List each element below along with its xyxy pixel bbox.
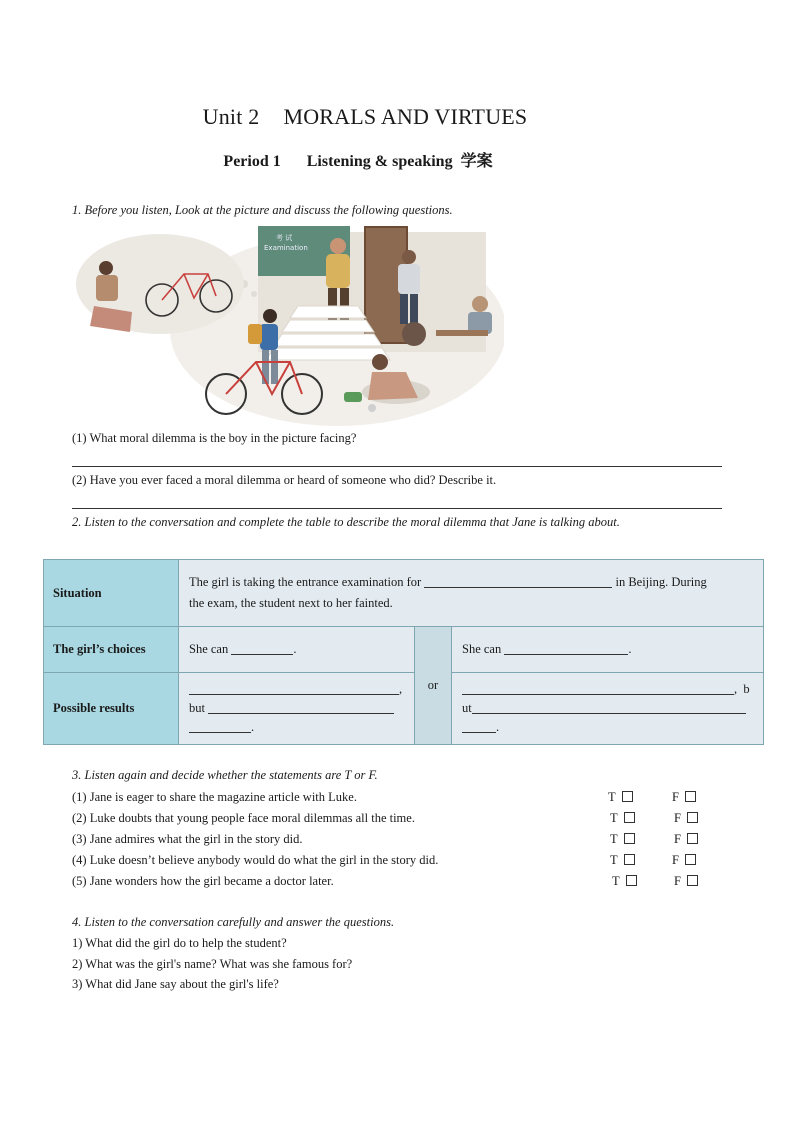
statement-5: (5) Jane wonders how the girl became a doctor later.: [72, 874, 334, 888]
situation-text-a: The girl is taking the entrance examination for: [189, 575, 422, 589]
exam-desk: [436, 330, 488, 336]
row-header-results: Possible results: [44, 673, 179, 745]
result-b-comma: ,: [734, 682, 738, 696]
false-label: F: [674, 832, 681, 846]
row-header-situation: Situation: [44, 560, 179, 627]
false-label: F: [672, 790, 679, 804]
question-2: (2) Have you ever faced a moral dilemma or heard of someone who did? Describe it.: [72, 473, 497, 487]
dilemma-table: [43, 559, 764, 745]
checkbox-true-3[interactable]: [624, 833, 635, 844]
table-row-situation: [44, 560, 764, 627]
dilemma-illustration: [76, 222, 504, 426]
result-a-cell: [179, 673, 415, 745]
thought-helper-figure: [96, 275, 118, 301]
choice-a-label: She can: [189, 642, 229, 656]
chalkboard-cn-text: 考 试: [276, 234, 293, 242]
checkbox-false-4[interactable]: [685, 854, 696, 865]
false-label: F: [674, 811, 681, 825]
choice-b-blank[interactable]: [504, 642, 628, 655]
lesson-cn-label: 学案: [460, 151, 493, 170]
statement-5-true: [612, 874, 637, 889]
false-label: F: [674, 874, 681, 888]
situation-text-c: the exam, the student next to her fainted.: [189, 596, 393, 610]
boy-shirt: [260, 324, 278, 350]
true-label: T: [608, 790, 616, 804]
answer-line-1[interactable]: [72, 466, 722, 467]
statement-3-true: [610, 832, 635, 847]
spilled-bag: [344, 392, 362, 402]
section4-question-2: 2) What was the girl's name? What was she famous for?: [72, 957, 353, 971]
choice-b-cell: [452, 627, 764, 673]
true-label: T: [610, 853, 618, 867]
choice-a-cell: [179, 627, 415, 673]
result-b-period: .: [496, 720, 500, 734]
situation-text-b: in Beijing. During: [615, 575, 707, 589]
checkbox-true-1[interactable]: [622, 791, 633, 802]
period-label: Period 1: [223, 153, 281, 170]
chalkboard-text: Examination: [264, 244, 308, 252]
checkbox-true-2[interactable]: [624, 812, 635, 823]
question-1: (1) What moral dilemma is the boy in the picture facing?: [72, 431, 357, 445]
student-in-doorway: [398, 264, 420, 294]
unit-number: Unit 2: [202, 104, 260, 129]
situation-cell: [179, 560, 764, 627]
result-a-but: but: [189, 701, 205, 715]
result-b-blank-3[interactable]: [462, 720, 496, 733]
statement-1-true: [608, 790, 633, 805]
statement-1-false: [672, 790, 696, 805]
statement-4: (4) Luke doesn’t believe anybody would do what the girl in the story did.: [72, 853, 439, 867]
or-cell: or: [415, 627, 452, 745]
checkbox-true-4[interactable]: [624, 854, 635, 865]
answer-line-2[interactable]: [72, 508, 722, 509]
statement-4-false: [672, 853, 696, 868]
result-b-tail: b: [743, 682, 750, 696]
section2-instruction: 2. Listen to the conversation and complete the table to describe the moral dilemma that Jane is talking about.: [72, 515, 620, 529]
section1-instruction: 1. Before you listen, Look at the picture and discuss the following questions.: [72, 203, 453, 217]
result-b-blank-2[interactable]: [472, 701, 746, 714]
result-b-cell: [452, 673, 764, 745]
page-subtitle: [0, 148, 716, 171]
section4-question-1: 1) What did the girl do to help the student?: [72, 936, 287, 950]
choice-b-period: .: [628, 642, 632, 656]
statement-5-false: [674, 874, 698, 889]
unit-title: MORALS AND VIRTUES: [283, 104, 528, 129]
checkbox-false-5[interactable]: [687, 875, 698, 886]
statement-4-true: [610, 853, 635, 868]
result-a-period: .: [251, 720, 255, 734]
statement-2-true: [610, 811, 635, 826]
false-label: F: [672, 853, 679, 867]
row-header-choices: The girl’s choices: [44, 627, 179, 673]
result-a-blank-3[interactable]: [189, 720, 251, 733]
statement-3-false: [674, 832, 698, 847]
result-b-blank-1[interactable]: [462, 682, 734, 695]
teacher-head: [330, 238, 346, 254]
section4-question-3: 3) What did Jane say about the girl's life?: [72, 977, 279, 991]
section3-instruction: 3. Listen again and decide whether the statements are T or F.: [72, 768, 378, 782]
page-title: [0, 104, 730, 130]
statement-1: (1) Jane is eager to share the magazine article with Luke.: [72, 790, 357, 804]
true-label: T: [610, 811, 618, 825]
choice-a-period: .: [293, 642, 297, 656]
statement-2: (2) Luke doubts that young people face moral dilemmas all the time.: [72, 811, 415, 825]
choice-b-label: She can: [462, 642, 502, 656]
result-a-blank-2[interactable]: [208, 701, 394, 714]
chair-back: [402, 322, 426, 346]
statement-3: (3) Jane admires what the girl in the story did.: [72, 832, 303, 846]
teacher-shirt: [326, 254, 350, 288]
section4-instruction: 4. Listen to the conversation carefully and answer the questions.: [72, 915, 395, 929]
checkbox-false-1[interactable]: [685, 791, 696, 802]
lesson-label: Listening & speaking: [306, 153, 453, 170]
boy-backpack: [248, 324, 262, 344]
situation-blank[interactable]: [424, 575, 612, 588]
boy-head: [263, 309, 277, 323]
table-row-results: [44, 673, 764, 745]
true-label: T: [610, 832, 618, 846]
fallen-person-head: [372, 354, 388, 370]
result-a-comma: ,: [399, 682, 403, 696]
result-a-blank-1[interactable]: [189, 682, 399, 695]
statement-2-false: [674, 811, 698, 826]
table-row-choices: [44, 627, 764, 673]
result-b-ut: ut: [462, 701, 472, 715]
checkbox-true-5[interactable]: [626, 875, 637, 886]
choice-a-blank[interactable]: [231, 642, 293, 655]
checkbox-false-2[interactable]: [687, 812, 698, 823]
checkbox-false-3[interactable]: [687, 833, 698, 844]
true-label: T: [612, 874, 620, 888]
